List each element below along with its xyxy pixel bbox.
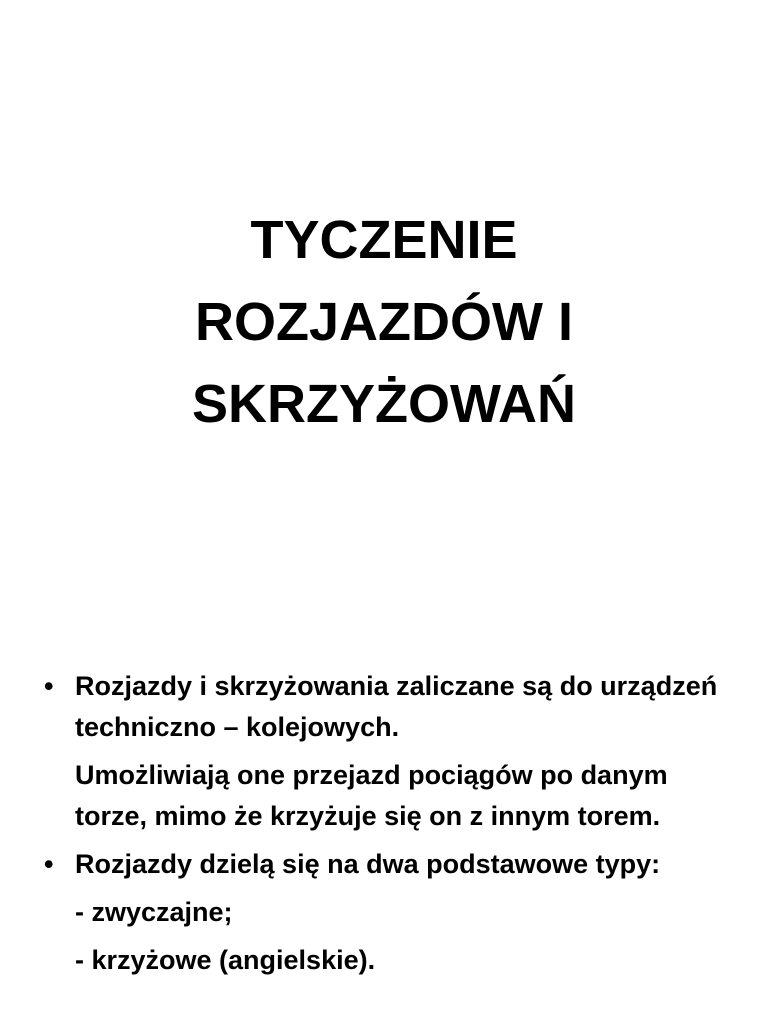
bullet-paragraph: Umożliwiają one przejazd pociągów po danym torze, mimo że krzyżuje się on z innym torem.: [75, 760, 668, 831]
bullet-paragraph: Rozjazdy dzielą się na dwa podstawowe typy:: [75, 849, 661, 879]
bullet-icon: •: [44, 671, 54, 701]
title-line: ROZJAZDÓW I: [195, 292, 573, 353]
slide-body: [44, 666, 744, 981]
bullet-subitem: - zwyczajne;: [75, 897, 233, 927]
bullet-item: [44, 666, 744, 837]
bullet-item: [44, 844, 744, 981]
bullet-paragraph: Rozjazdy i skrzyżowania zaliczane są do urządzeń techniczno – kolejowych.: [75, 671, 718, 742]
slide-title: [0, 199, 768, 445]
title-line: TYCZENIE: [250, 210, 518, 271]
bullet-icon: •: [44, 849, 54, 879]
title-line: SKRZYŻOWAŃ: [192, 374, 576, 435]
bullet-subitem: - krzyżowe (angielskie).: [75, 945, 376, 975]
